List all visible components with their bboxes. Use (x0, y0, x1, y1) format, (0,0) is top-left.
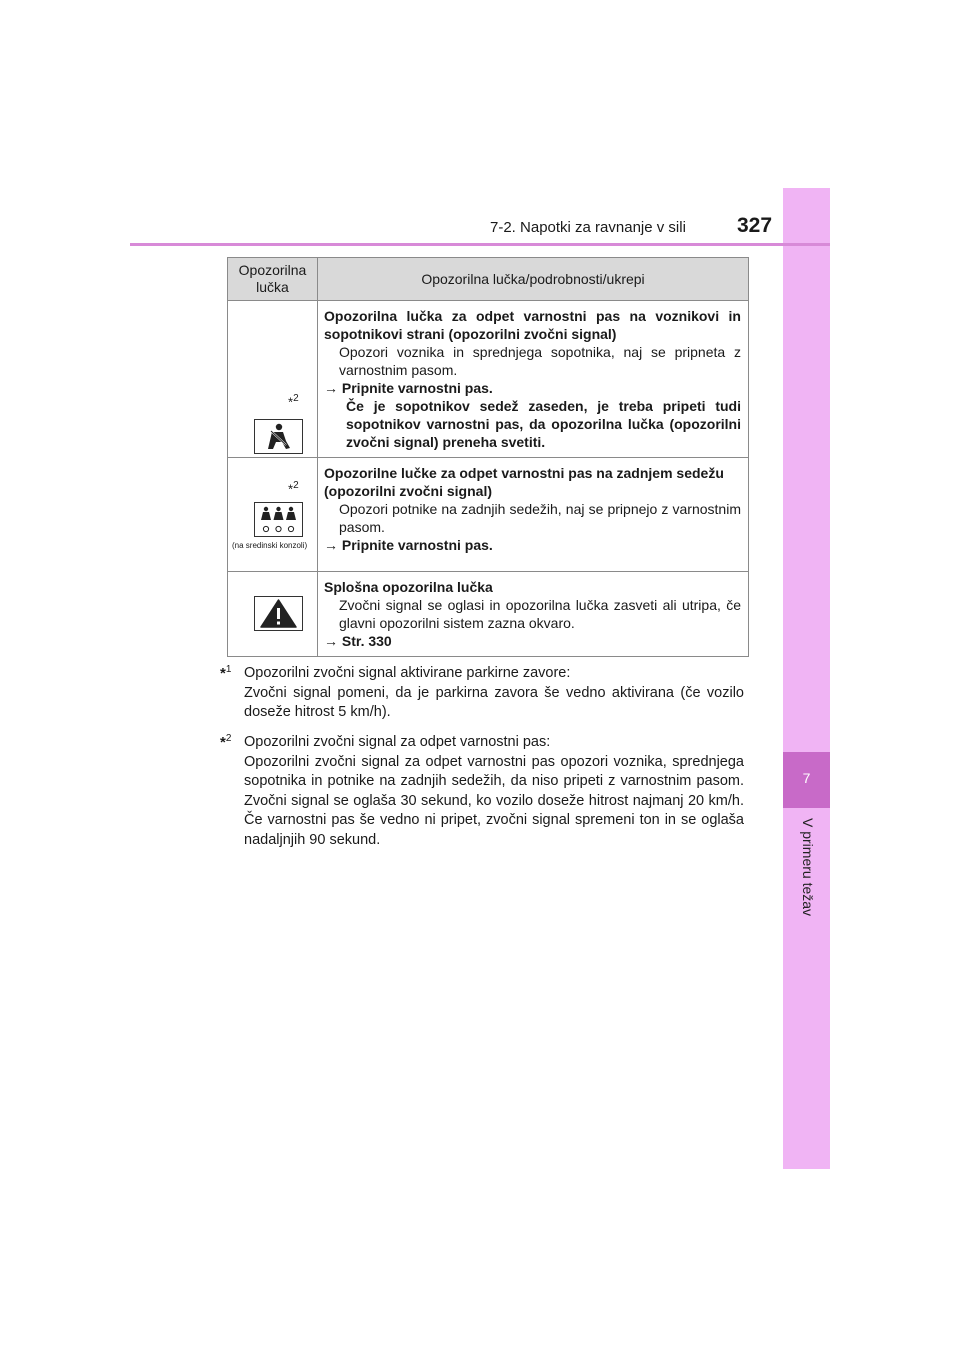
icon-location-note: (na sredinski konzoli) (232, 541, 308, 550)
seatbelt-front-description (318, 301, 749, 458)
table-header-row (228, 258, 749, 301)
master-warning-description (318, 572, 749, 657)
chapter-side-tab (783, 188, 830, 1169)
row-title: Opozorilne lučke za odpet varnostni pas na zadnjem sedežu (324, 465, 724, 481)
icon-cell (228, 301, 318, 458)
table-row (228, 301, 749, 458)
row-title-sub: (opozorilni zvočni signal) (324, 483, 492, 499)
rear-seatbelt-icon (254, 502, 303, 537)
footnote-2-text: Opozorilni zvočni signal za odpet varnostni pas opozori voznika, sprednjega sopotnika in potnike na zadnjih sedežih, da niso pripeti z varnostnim pasom. Zvočni signal se oglaša 30 sekund, ko vozilo doseže hitrost najmanj 20 km/h. Če varnostni pas še vedno ni pripet, zvočni signal spremeni ton in se oglaša nadaljnjih 90 sekund. (244, 753, 744, 848)
col-header-light: Opozorilna lučka (228, 258, 318, 301)
icon-cell (228, 572, 318, 657)
page-number: 327 (737, 214, 773, 237)
warning-lights-table (227, 257, 749, 657)
row-detail: Opozori voznika in sprednjega sopotnika, naj se pripneta z varnostnim pasom. (339, 344, 741, 378)
chapter-number: 7 (802, 770, 811, 786)
row-title: Opozorilna lučka za odpet varnostni pas na voznikovi in sopotnikovi strani (opozorilni zvočni signal) (324, 308, 741, 342)
footnote-1-title: Opozorilni zvočni signal aktivirane parkirne zavore: (244, 665, 571, 681)
warning-triangle-icon (254, 596, 303, 631)
chapter-title: V primeru težav (800, 818, 816, 917)
seatbelt-icon (254, 419, 303, 454)
table-row (228, 458, 749, 572)
row-title: Splošna opozorilna lučka (324, 579, 493, 595)
header-divider (130, 243, 830, 246)
footnote-marker: *$^2$ (288, 480, 299, 497)
footnote-2-title: Opozorilni zvočni signal za odpet varnostni pas: (244, 734, 551, 750)
footnote-1-marker: *$^1$ (220, 664, 232, 682)
footnote-1 (222, 664, 744, 723)
col-header-details: Opozorilna lučka/podrobnosti/ukrepi (318, 258, 749, 301)
row-note: Če je sopotnikov sedež zaseden, je treba pripeti tudi sopotnikov varnostni pas, da opozorilna lučka (opozorilni zvočni signal) preneha svetiti. (346, 398, 741, 450)
row-detail: Opozori potnike na zadnjih sedežih, naj se pripnejo z varnostnim pasom. (339, 501, 741, 535)
row-detail: Zvočni signal se oglasi in opozorilna lučka zasveti ali utripa, če glavni opozorilni sistem zazna okvaro. (339, 597, 741, 631)
row-action: → Pripnite varnostni pas. (324, 380, 493, 396)
footnote-2-marker: *$^2$ (220, 733, 232, 751)
table-row (228, 572, 749, 657)
seatbelt-rear-description (318, 458, 749, 572)
icon-cell (228, 458, 318, 572)
footnote-marker: *$^2$ (288, 393, 299, 410)
footnote-2 (222, 733, 744, 850)
footnote-1-text: Zvočni signal pomeni, da je parkirna zavora še vedno aktivirana (če vozilo doseže hitrost 5 km/h). (244, 684, 744, 720)
section-title: 7-2. Napotki za ravnanje v sili (490, 219, 686, 236)
row-action: → Pripnite varnostni pas. (324, 537, 493, 553)
row-action-link[interactable]: → Str. 330 (324, 633, 392, 649)
